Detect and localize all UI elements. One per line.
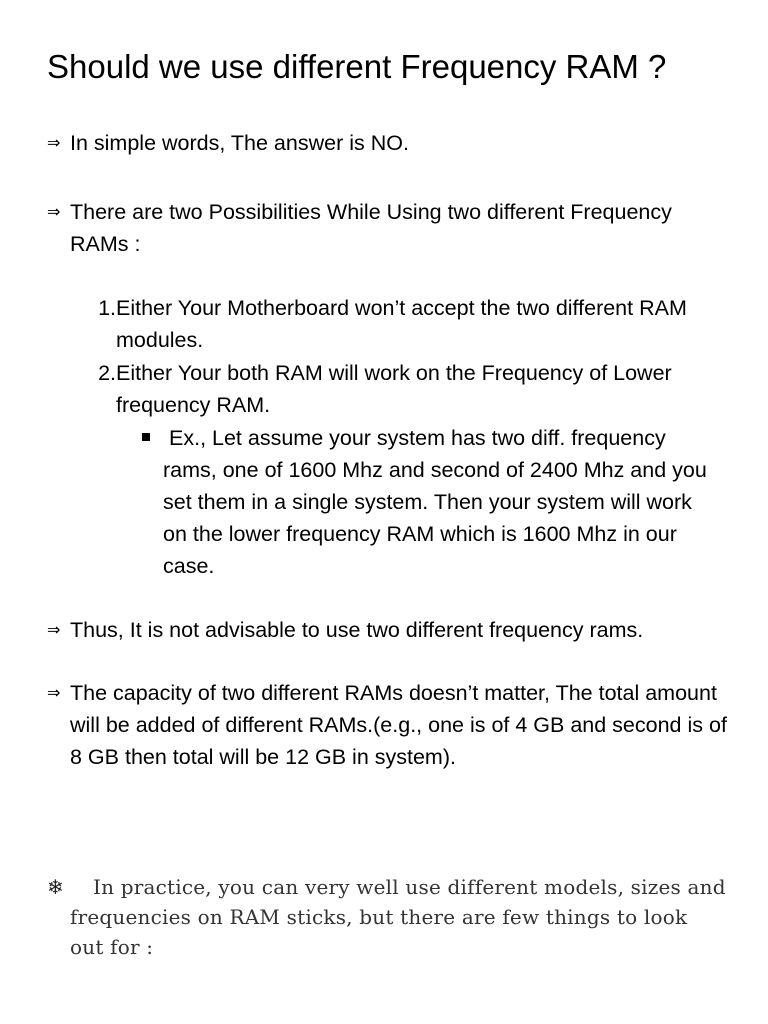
list-item-text: Either Your Motherboard won’t accept the two different RAM modules. <box>116 296 687 352</box>
arrow-icon: ⇒ <box>47 683 61 702</box>
paragraph-capacity <box>47 677 727 773</box>
page-title: Should we use different Frequency RAM ? <box>47 48 667 85</box>
paragraph-text: Thus, It is not advisable to use two different frequency rams. <box>70 618 644 642</box>
arrow-icon: ⇒ <box>47 133 61 152</box>
paragraph-answer <box>47 127 727 159</box>
square-bullet-icon <box>142 433 150 441</box>
paragraph-advice <box>47 614 727 646</box>
paragraph-possibilities <box>47 196 727 260</box>
list-item <box>90 357 720 421</box>
practice-note <box>47 872 727 962</box>
list-number: 2. <box>98 361 116 385</box>
paragraph-text: There are two Possibilities While Using two different Frequency RAMs : <box>70 200 672 256</box>
list-item <box>90 292 720 356</box>
arrow-icon: ⇒ <box>47 620 61 639</box>
arrow-icon: ⇒ <box>47 202 61 221</box>
example-item <box>140 422 720 582</box>
example-text: Ex., Let assume your system has two diff. frequency rams, one of 1600 Mhz and second of 2400 Mhz and you set them in a single system. Then your system will work on the lower frequency RAM which is 1600 Mhz in our case. <box>163 426 707 578</box>
paragraph-text: The capacity of two different RAMs doesn’t matter, The total amount will be added of different RAMs.(e.g., one is of 4 GB and second is of 8 GB then total will be 12 GB in system). <box>70 681 727 769</box>
note-text: In practice, you can very well use different models, sizes and frequencies on RAM sticks, but there are few things to look out for : <box>70 875 726 959</box>
list-number: 1. <box>98 296 116 320</box>
list-item-text: Either Your both RAM will work on the Frequency of Lower frequency RAM. <box>116 361 672 417</box>
paragraph-text: In simple words, The answer is NO. <box>70 131 409 155</box>
snowflake-icon: ❄ <box>47 875 64 899</box>
